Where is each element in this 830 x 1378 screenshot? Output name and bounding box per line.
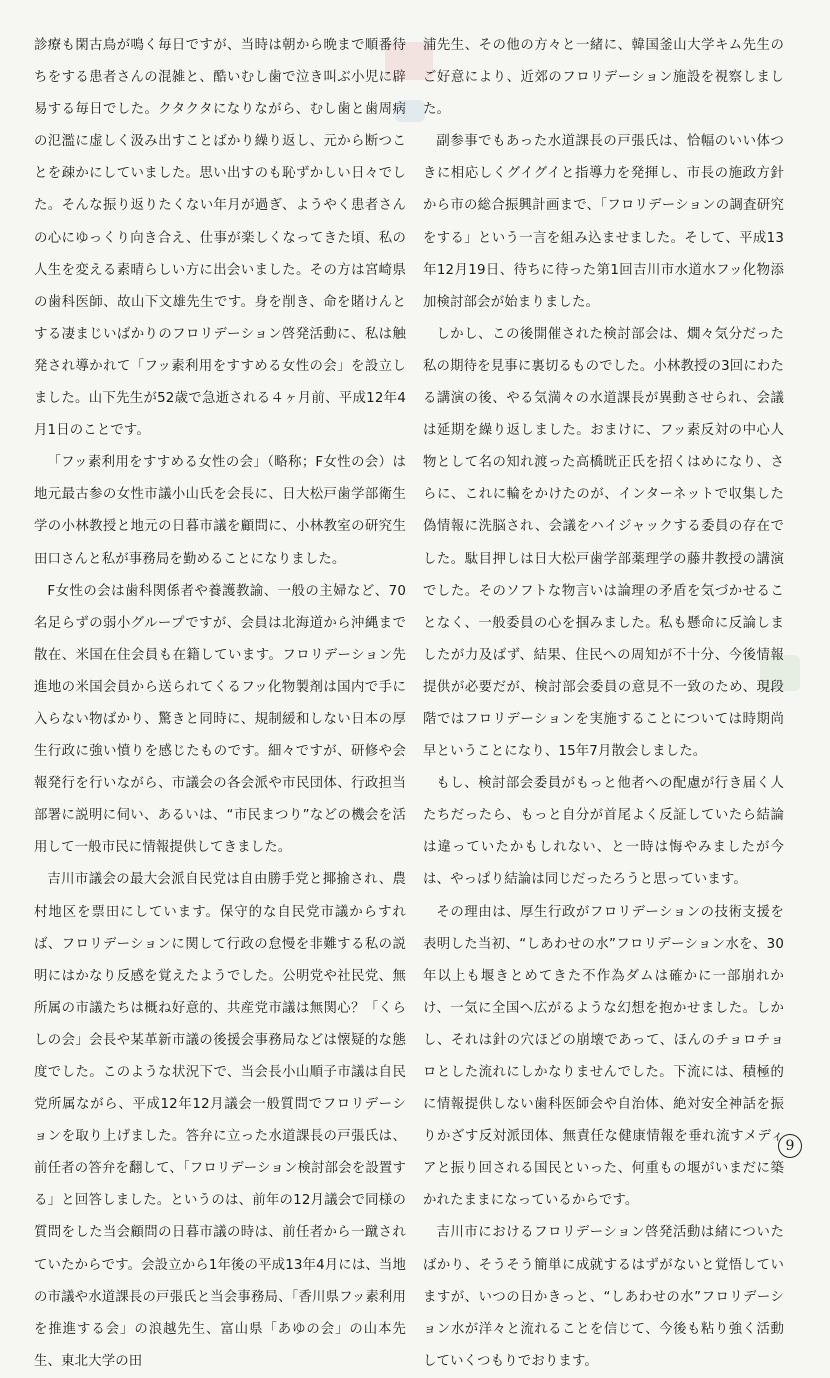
paragraph: しかし、この後開催された検討部会は、燗々気分だった私の期待を見事に裏切るものでした。小林教授の3回にわたる講演の後、やる気満々の水道課長が異動させられ、会議は延期を繰り返しました。おまけに、フッ素反対の中心人物として名の知れ渡った高橋晄正氏を招くはめになり、さらに、これに輪をかけたのが、インターネットで収集した偽情報に洗脳され、会議をハイジャックする委員の存在でした。駄目押しは日大松戸歯学部薬理学の藤井教授の講演でした。そのソフトな物言いは論理の矛盾を気づかせることなく、一般委員の心を掴みました。私も懸命に反論しましたが力及ばず、結果、住民への周知が不十分、今後情報提供が必要だが、検討部会委員の意見不一致のため、現段階ではフロリデーションを実施することについては時期尚早ということになり、15年7月散会しました。 — [423, 326, 784, 760]
paragraph: もし、検討部会委員がもっと他者への配慮が行き届く人たちだったら、もっと自分が首尾よく反証していたら結論は違っていたかもしれない、と一時は悔やみましたが今は、やっぱり結論は同じだったろうと思っています。 — [423, 776, 784, 888]
paragraph: 浦先生、その他の方々と一緒に、韓国釜山大学キム先生のご好意により、近郊のフロリデーション施設を視察しました。 — [423, 38, 784, 118]
paragraph: 「フッ素利用をすすめる女性の会」（略称；F女性の会）は地元最古参の女性市議小山氏を会長に、日大松戸歯学部衛生学の小林教授と地元の日暮市議を顧問に、小林教室の研究生田口さんと私が事務局を勤めることになりました。 — [34, 455, 406, 567]
paragraph: 副参事でもあった水道課長の戸張氏は、恰幅のいい体つきに相応しくグイグイと指導力を発揮し、市長の施政方針から市の総合振興計画まで、「フロリデーションの調査研究をする」という一言を組み込ませました。そして、平成13年12月19日、待ちに待った第1回吉川市水道水フッ化物添加検討部会が始まりました。 — [423, 134, 784, 310]
left-column — [34, 30, 406, 1378]
page-number: 9 — [778, 1134, 802, 1158]
paragraph: F女性の会は歯科関係者や養護教諭、一般の主婦など、70名足らずの弱小グループですが、会員は北海道から沖縄まで散在、米国在住会員も在籍しています。フロリデーション先進地の米国会員から送られてくるフッ化物製剤は国内で手に入らない物ばかり、驚きと同時に、規制緩和しない日本の厚生行政に強い憤りを感じたものです。細々ですが、研修や会報発行を行いながら、市議会の各会派や市民団体、行政担当部署に説明に伺い、あるいは、“市民まつり”などの機会を活用して一般市民に情報提供してきました。 — [34, 583, 406, 856]
paragraph: その理由は、厚生行政がフロリデーションの技術支援を表明した当初、“しあわせの水”フロリデーション水を、30年以上も堰きとめてきた不作為ダムは確かに一部崩れかけ、一気に全国へ広がるような幻想を抱かせました。しかし、それは針の穴ほどの崩壊であって、ほんのチョロチョロとした流れにしかなりませんでした。下流には、積極的に情報提供しない歯科医師会や自治体、絶対安全神話を振りかざす反対派団体、無責任な健康情報を垂れ流すメディアと振り回される国民といった、何重もの堰がいまだに築かれたままになっているからです。 — [423, 904, 784, 1209]
paragraph: 吉川市におけるフロリデーション啓発活動は緒についたばかり、そうそう簡単に成就するはずがないと覚悟していますが、いつの日かきっと、“しあわせの水”フロリデーション水が洋々と流れることを信じて、今後も粘り強く活動していくつもりでおります。 — [423, 1225, 784, 1369]
paragraph: 吉川市議会の最大会派自民党は自由勝手党と揶揄され、農村地区を票田にしています。保守的な自民党市議からすれば、フロリデーションに関して行政の怠慢を非難する私の説明にはかなり反感を覚えたようでした。公明党や社民党、無所属の市議たちは概ね好意的、共産党市議は無関心？「くらしの会」会長や某革新市議の後援会事務局などは懐疑的な態度でした。このような状況下で、当会長小山順子市議は自民党所属ながら、平成12年12月議会一般質問でフロリデーションを取り上げました。答弁に立った水道課長の戸張氏は、前任者の答弁を翻して、「フロリデーション検討部会を設置する」と回答しました。というのは、前年の12月議会で同様の質問をした当会顧問の日暮市議の時は、前任者から一蹴されていたからです。会設立から1年後の平成13年4月には、当地の市議や水道課長の戸張氏と当会事務局、「香川県フッ素利用を推進する会」の浪越先生、富山県「あゆの会」の山本先生、東北大学の田 — [34, 872, 406, 1369]
paragraph: 診療も閑古鳥が鳴く毎日ですが、当時は朝から晩まで順番待ちをする患者さんの混雑と、酷いむし歯で泣き叫ぶ小児に辟易する毎日でした。クタクタになりながら、むし歯と歯周病の氾濫に虚しく汲み出すことばかり繰り返し、元から断つことを疎かにしていました。思い出すのも恥ずかしい日々でした。そんな振り返りたくない年月が過ぎ、ようやく患者さんの心にゆっくり向き合え、仕事が楽しくなってきた頃、私の人生を変える素晴らしい方に出会いました。その方は宮崎県の歯科医師、故山下文雄先生です。身を削き、命を賭けんとする凄まじいばかりのフロリデーション啓発活動に、私は触発され導かれて「フッ素利用をすすめる女性の会」を設立しました。山下先生が52歳で急逝される４ヶ月前、平成12年4月1日のことです。 — [34, 38, 406, 439]
right-column — [423, 30, 784, 1378]
